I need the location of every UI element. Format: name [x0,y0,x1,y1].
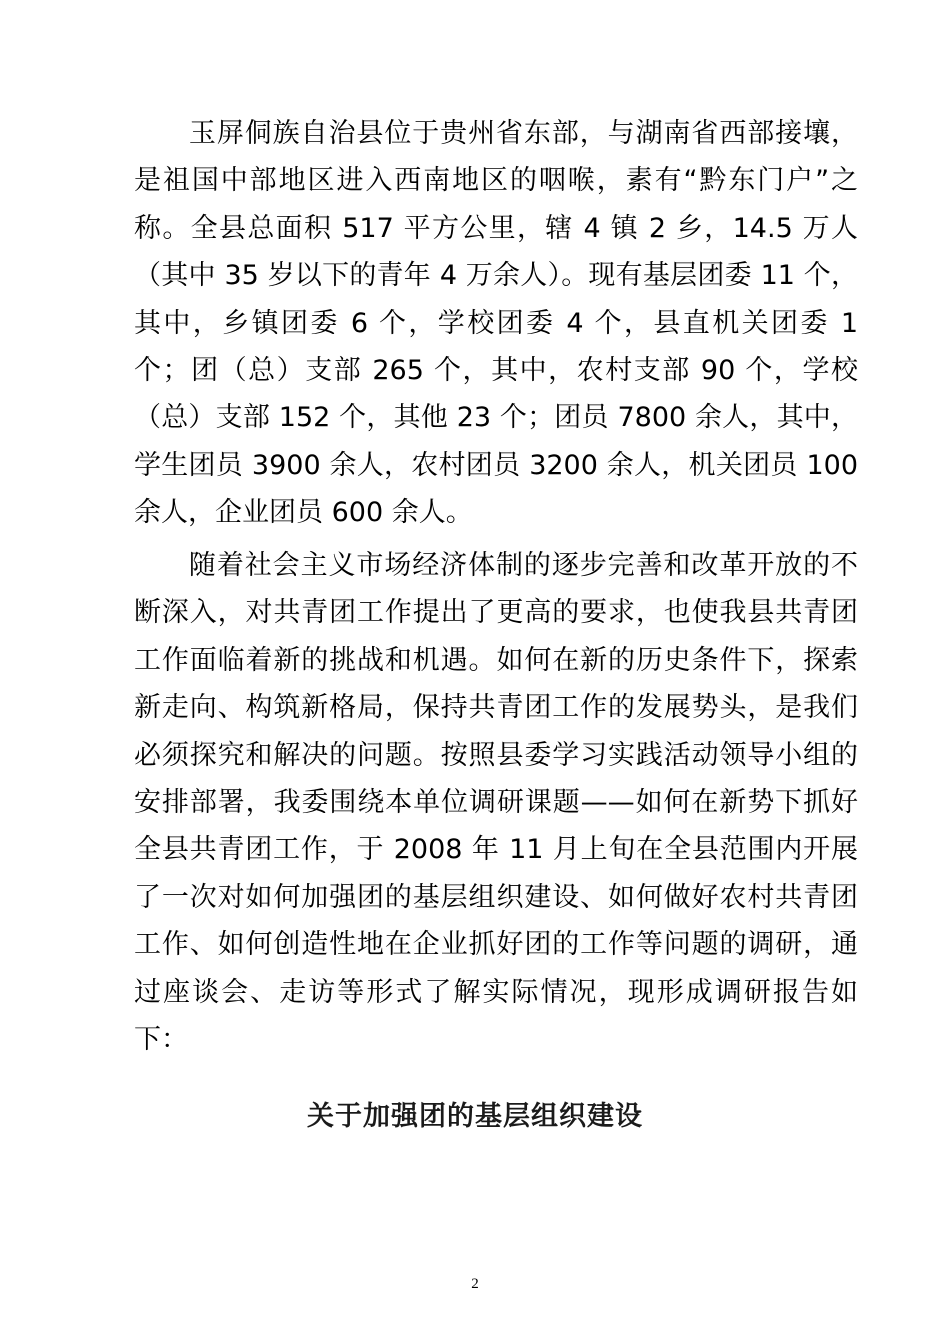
paragraph-text: 随着社会主义市场经济体制的逐步完善和改革开放的不断深入，对共青团工作提出了更高的要求，也使我县共青团工作面临着新的挑战和机遇。如何在新的历史条件下，探索新走向、构筑新格局，保持共青团工作的发展势头，是我们必须探究和解决的问题。按照县委学习实践活动领导小组的安排部署，我委围绕本单位调研课题——如何在新势下抓好全县共青团工作，于 2008 年 11 月上旬在全县范围内开展了一次对如何加强团的基层组织建设、如何做好农村共青团工作、如何创造性地在企业抓好团的工作等问题的调研，通过座谈会、走访等形式了解实际情况，现形成调研报告如下： [134,550,858,1056]
section-heading: 关于加强团的基层组织建设 [307,1101,643,1132]
page-number: 2 [471,1276,479,1292]
paragraph-county-overview [134,110,858,537]
paragraph-research-background [134,542,858,1063]
paragraph-text: 玉屏侗族自治县位于贵州省东部，与湖南省西部接壤，是祖国中部地区进入西南地区的咽喉，素有“黔东门户”之称。全县总面积 517 平方公里，辖 4 镇 2 乡，14.5 万人（其中 35 岁以下的青年 4 万余人）。现有基层团委 11 个，其中，乡镇团委 6 个，学校团委 4 个，县直机关团委 1 个；团（总）支部 265 个，其中，农村支部 90 个，学校（总）支部 152 个，其他 23 个；团员 7800 余人，其中，学生团员 3900 余人，农村团员 3200 余人，机关团员 100 余人，企业团员 600 余人。 [134,118,858,529]
